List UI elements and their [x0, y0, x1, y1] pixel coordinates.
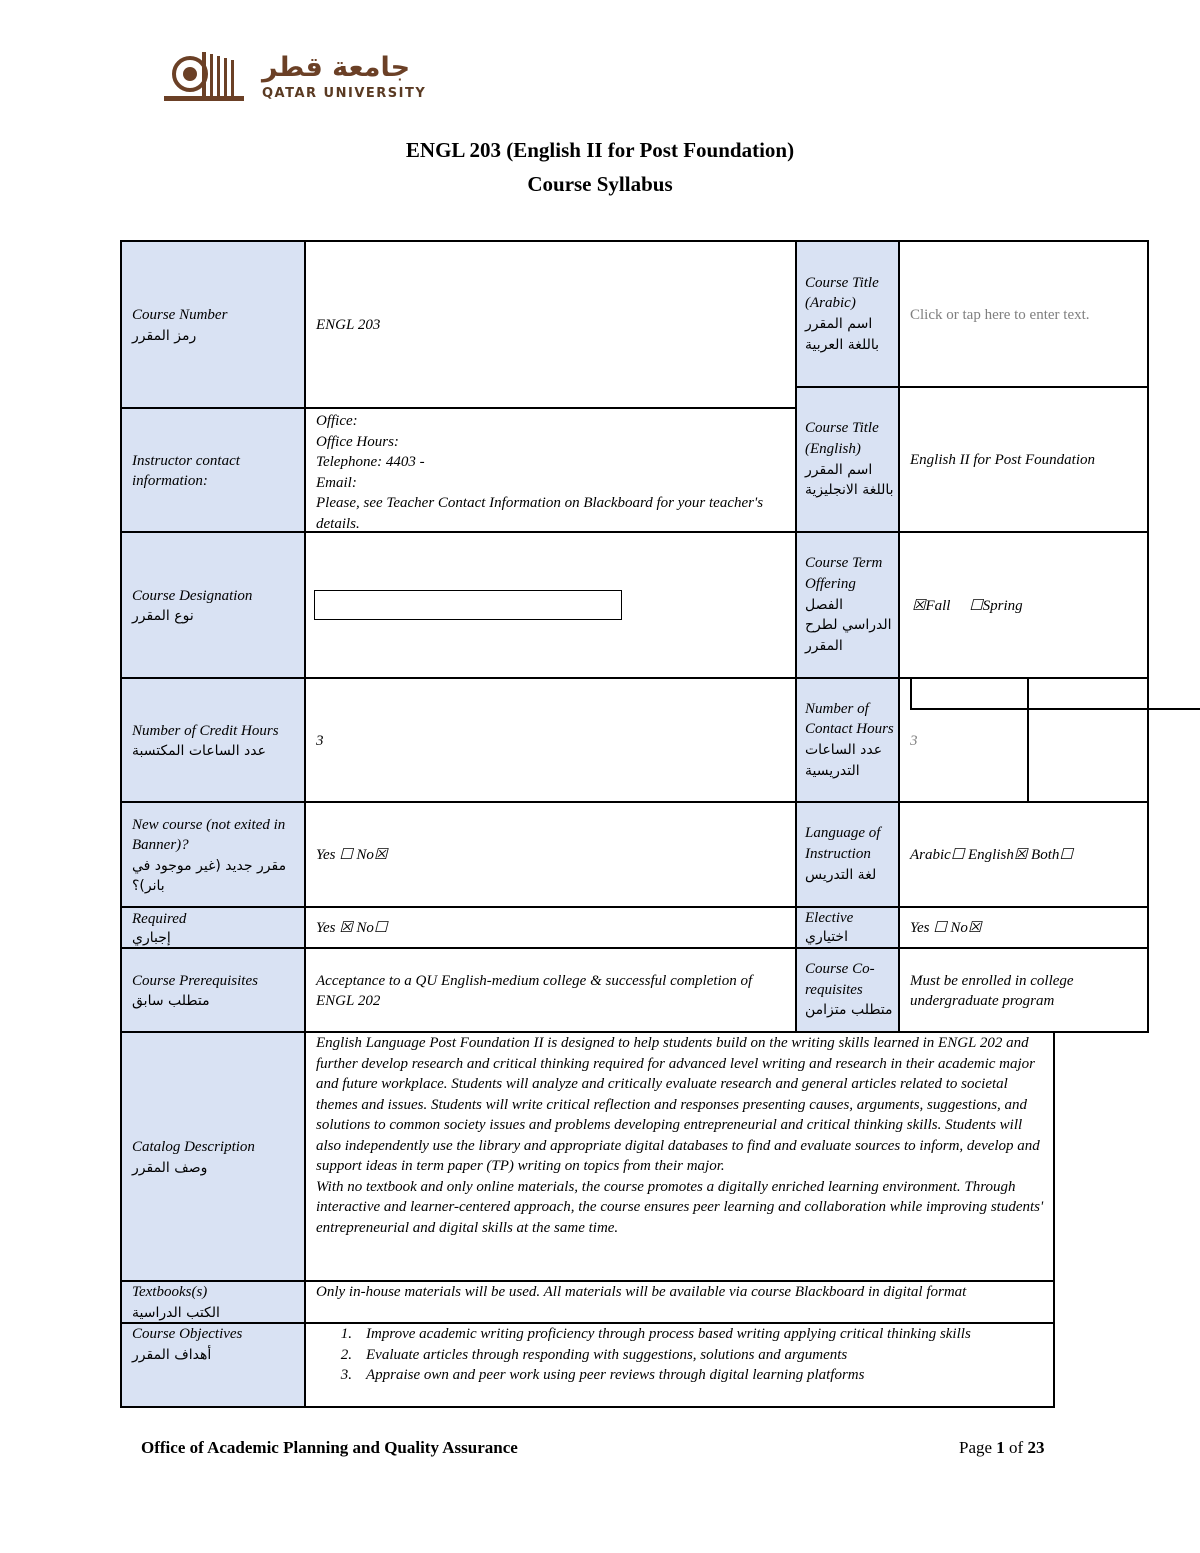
catalog-description-label: [120, 1031, 306, 1282]
required-value: [304, 906, 797, 949]
course-title-english-text: English II for Post Foundation: [910, 452, 1095, 469]
label-ar: متطلب متزامن: [805, 1002, 893, 1019]
office-hours-line: Office Hours:: [316, 433, 399, 450]
footer-office: Office of Academic Planning and Quality Assurance: [141, 1438, 518, 1457]
label-ar: وصف المقرر: [132, 1159, 208, 1176]
label-en: Number of Credit Hours: [132, 722, 279, 739]
page-total: 23: [1027, 1438, 1045, 1457]
prerequisites-value: [304, 947, 797, 1033]
stray-table-border: [910, 679, 912, 710]
spring-checkbox[interactable]: ☐Spring: [969, 597, 1023, 614]
page-current: 1: [996, 1438, 1005, 1457]
label-en: Number of Contact Hours: [805, 700, 894, 738]
course-designation-dropdown[interactable]: [314, 590, 622, 620]
stray-table-border: [910, 708, 1200, 710]
corequisites-value: [898, 947, 1149, 1033]
course-number-value: [304, 240, 797, 409]
objective-number: 2.: [340, 1346, 352, 1363]
label-en: Textbooks(s): [132, 1284, 208, 1300]
course-title-heading: ENGL 203 (English II for Post Foundation): [405, 138, 795, 162]
office-line: Office:: [316, 413, 358, 429]
label-en: Language of Instruction: [805, 825, 881, 863]
label-en: Catalog Description: [132, 1139, 255, 1155]
label-en: Required: [132, 910, 187, 927]
label-en: Course Co-requisites: [805, 960, 875, 998]
course-designation-label: [120, 531, 306, 679]
contact-hours-label: [795, 677, 900, 803]
label-en: New course (not exited in Banner)?: [132, 816, 286, 853]
objective-item: [306, 1324, 1045, 1345]
corequisites-label: [795, 947, 900, 1033]
course-term-value: [898, 531, 1149, 679]
textbooks-label: [120, 1280, 306, 1324]
contact-hours-extra-cell: [1027, 677, 1149, 803]
logo-arabic-text: جامعة قطر: [262, 52, 411, 83]
of-word: of: [1009, 1438, 1024, 1457]
label-en: Course Term Offering: [805, 555, 883, 592]
corequisites-text: Must be enrolled in college undergraduate program: [910, 972, 1074, 1009]
objective-number: 3.: [340, 1367, 352, 1383]
elective-value: [898, 906, 1149, 949]
label-en: Course Number: [132, 307, 228, 323]
objective-item: [306, 1345, 1045, 1366]
objectives-value: [304, 1322, 1055, 1408]
logo-english-text: QATAR UNIVERSITY: [262, 86, 427, 101]
course-title-english-label: [795, 386, 900, 533]
label-en: Course Title (English): [805, 420, 879, 457]
course-number-label: [120, 240, 306, 409]
label-ar: متطلب سابق: [132, 993, 210, 1009]
credit-hours-text: 3: [316, 732, 324, 749]
label-ar: لغة التدريس: [805, 866, 877, 883]
course-title-arabic-input[interactable]: Click or tap here to enter text.: [910, 306, 1090, 323]
language-value: [898, 801, 1149, 908]
new-course-value: [304, 801, 797, 908]
label-en: Instructor contact information:: [132, 452, 240, 489]
prerequisites-text: Acceptance to a QU English-medium college & successful completion of ENGL 202: [316, 972, 753, 1009]
label-en: Course Designation: [132, 587, 253, 604]
catalog-description-value: [304, 1031, 1055, 1282]
course-title-arabic-field[interactable]: [898, 240, 1149, 388]
university-emblem-icon: [164, 46, 254, 106]
label-en: Course Title (Arabic): [805, 274, 879, 312]
email-line: Email:: [316, 474, 357, 491]
textbooks-text: Only in-house materials will be used. All materials will be available via course Blackboard in digital format: [316, 1284, 967, 1300]
required-checkboxes: Yes ☒ No☐: [316, 920, 388, 937]
label-ar: إجباري: [132, 929, 171, 946]
objective-text: Evaluate articles through responding with suggestions, solutions and arguments: [366, 1346, 848, 1363]
footer-page-number: [959, 1438, 1044, 1458]
required-label: [120, 906, 306, 949]
objective-text: Appraise own and peer work using peer reviews through digital learning platforms: [366, 1367, 865, 1383]
label-ar: مقرر جديد (غير موجود في بانر)؟: [132, 857, 287, 894]
label-ar: الفصل الدراسي لطرح المقرر: [805, 596, 892, 655]
language-label: [795, 801, 900, 908]
label-ar: أهداف المقرر: [132, 1346, 212, 1363]
objective-item: [306, 1365, 1045, 1386]
new-course-checkboxes: Yes ☐ No☒: [316, 847, 388, 864]
course-term-label: [795, 531, 900, 679]
language-checkboxes: Arabic☐ English☒ Both☐: [910, 847, 1073, 864]
credit-hours-label: [120, 677, 306, 803]
course-title-english-value: [898, 386, 1149, 533]
objective-text: Improve academic writing proficiency through process based writing applying critical thinking skills: [366, 1326, 971, 1342]
label-en: Elective: [805, 909, 854, 926]
page-word: Page: [959, 1438, 993, 1457]
course-number-text: ENGL 203: [316, 317, 381, 334]
label-ar: اختياري: [805, 928, 848, 945]
contact-hours-text: 3: [910, 732, 918, 749]
catalog-paragraph-1: English Language Post Foundation II is designed to help students build on the writing skills learned in ENGL 202 and further develop research and critical thinking required for advanced level writing and research in their academic major and future workplace. Students will analyze and critically evaluate research and general articles related to societal themes and issues. Students will write critical reflection and responses presenting causes, arguments, suggestions, and solutions to common society issues and problems developing entrepreneurial and critical thinking skills. Students will also independently use the library and appropriate digital databases to find and evaluate sources to inform, develop and support ideas in term paper (TP) writing on topics from their major.: [316, 1035, 1040, 1174]
instructor-contact-value: [304, 407, 797, 533]
label-ar: الكتب الدراسية: [132, 1304, 220, 1321]
label-ar: اسم المقرر باللغة العربية: [805, 316, 880, 353]
course-title-arabic-label: [795, 240, 900, 388]
label-ar: عدد الساعات التدريسية: [805, 742, 883, 779]
objectives-label: [120, 1322, 306, 1408]
label-ar: رمز المقرر: [132, 327, 197, 344]
credit-hours-value: [304, 677, 797, 803]
textbooks-value: [304, 1280, 1055, 1324]
label-ar: عدد الساعات المكتسبة: [132, 743, 266, 759]
elective-label: [795, 906, 900, 949]
label-ar: اسم المقرر باللغة الانجليزية: [805, 461, 894, 499]
elective-checkboxes: Yes ☐ No☒: [910, 920, 982, 937]
instructor-contact-label: [120, 407, 306, 533]
catalog-paragraph-2: With no textbook and only online materials, the course promotes a digitally enriched learning environment. Through interactive and learner-centered approach, the course ensures peer learning and collaboration while improving students' entrepreneurial and digital skills at the same time.: [316, 1178, 1044, 1236]
objective-number: 1.: [340, 1326, 352, 1342]
label-ar: نوع المقرر: [132, 608, 194, 624]
telephone-line: Telephone: 4403 -: [316, 454, 425, 470]
prerequisites-label: [120, 947, 306, 1033]
new-course-label: [120, 801, 306, 908]
label-en: Course Prerequisites: [132, 972, 258, 989]
blackboard-note: Please, see Teacher Contact Information on Blackboard for your teacher's details.: [316, 495, 764, 532]
contact-hours-value: [898, 677, 1029, 803]
label-en: Course Objectives: [132, 1326, 243, 1342]
syllabus-heading: Course Syllabus: [527, 172, 673, 196]
fall-checkbox[interactable]: ☒Fall: [912, 597, 951, 614]
